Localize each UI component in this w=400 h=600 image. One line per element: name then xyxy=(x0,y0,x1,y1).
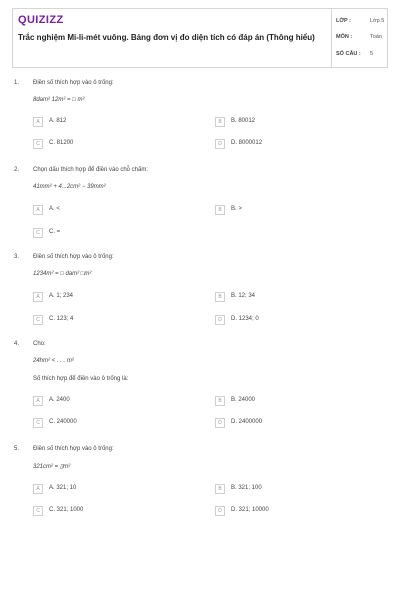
question-prompt: Điền số thích hợp vào ô trống: xyxy=(33,446,114,452)
meta-class-value: Lớp 5 xyxy=(370,18,385,24)
question-number: 1. xyxy=(14,80,20,86)
option-letter-badge: B xyxy=(215,396,225,406)
meta-count-label: SỐ CÂU : xyxy=(336,51,361,57)
option-letter-badge: C xyxy=(33,506,43,516)
option-text: C. = xyxy=(49,229,61,235)
meta-class-label: LỚP : xyxy=(336,18,351,24)
meta-count-value: 5 xyxy=(370,51,374,57)
option-text: B. 24000 xyxy=(231,397,256,403)
option-text: A. 321; 10 xyxy=(49,485,77,491)
option-letter-badge: A xyxy=(33,117,43,127)
question-prompt: Điền số thích hợp vào ô trống: xyxy=(33,254,114,260)
meta-subject-label: MÔN : xyxy=(336,34,353,40)
question-number: 2. xyxy=(14,167,20,173)
question-number: 3. xyxy=(14,254,20,260)
option-letter-badge: D xyxy=(215,506,225,516)
option-text: A. 2400 xyxy=(49,397,70,403)
option-text: D. 2400000 xyxy=(231,419,263,425)
option-letter-badge: A xyxy=(33,205,43,215)
option-text: C. 123; 4 xyxy=(49,316,74,322)
option-letter-badge: D xyxy=(215,139,225,149)
question-expression: 321cm² = ▯m² xyxy=(33,464,71,470)
question-expression: 1234m² = □ dam² □m² xyxy=(33,271,92,277)
option-letter-badge: D xyxy=(215,315,225,325)
option-letter-badge: C xyxy=(33,139,43,149)
option-letter-badge: B xyxy=(215,292,225,302)
option-letter-badge: A xyxy=(33,292,43,302)
worksheet-header xyxy=(12,8,388,68)
question-expression: 8dam² 12m² = □ m² xyxy=(33,97,85,103)
option-text: D. 8000012 xyxy=(231,140,263,146)
option-letter-badge: B xyxy=(215,117,225,127)
question-expression: 41mm² + 4...2cm² − 39mm² xyxy=(33,184,106,190)
option-text: B. > xyxy=(231,206,242,212)
option-text: B. 12; 34 xyxy=(231,293,256,299)
question-number: 5. xyxy=(14,446,20,452)
option-text: A. 812 xyxy=(49,118,67,124)
option-letter-badge: A xyxy=(33,396,43,406)
quizizz-logo: QUIZIZZ xyxy=(18,14,64,26)
option-letter-badge: C xyxy=(33,418,43,428)
question-prompt: Cho: xyxy=(33,341,46,347)
meta-class-row xyxy=(336,16,388,26)
question-number: 4. xyxy=(14,341,20,347)
option-text: C. 321; 1000 xyxy=(49,507,84,513)
option-letter-badge: D xyxy=(215,418,225,428)
meta-subject-row xyxy=(336,32,388,42)
worksheet-title: Trắc nghiệm Mi-li-mét vuông. Bảng đơn vị đo diện tích có đáp án (Thông hiểu) xyxy=(18,33,315,42)
option-text: A. < xyxy=(49,206,60,212)
question-prompt: Điền số thích hợp vào ô trống: xyxy=(33,80,114,86)
option-text: C. 240000 xyxy=(49,419,77,425)
meta-box xyxy=(331,9,390,67)
option-letter-badge: C xyxy=(33,228,43,238)
option-letter-badge: A xyxy=(33,484,43,494)
option-letter-badge: C xyxy=(33,315,43,325)
option-letter-badge: B xyxy=(215,205,225,215)
option-text: A. 1; 234 xyxy=(49,293,74,299)
question-expression: 24hm² < . . . m² xyxy=(33,358,74,364)
option-text: B. 321; 100 xyxy=(231,485,262,491)
question-subprompt: Số thích hợp để điền vào ô trống là: xyxy=(33,376,129,382)
option-text: D. 321; 10000 xyxy=(231,507,269,513)
meta-count-row xyxy=(336,49,388,59)
meta-subject-value: Toán xyxy=(370,34,382,40)
option-text: C. 81200 xyxy=(49,140,74,146)
option-text: D. 1234; 0 xyxy=(231,316,259,322)
option-letter-badge: B xyxy=(215,484,225,494)
option-text: B. 80012 xyxy=(231,118,256,124)
question-prompt: Chọn dấu thích hợp để điền vào chỗ chấm: xyxy=(33,167,149,173)
